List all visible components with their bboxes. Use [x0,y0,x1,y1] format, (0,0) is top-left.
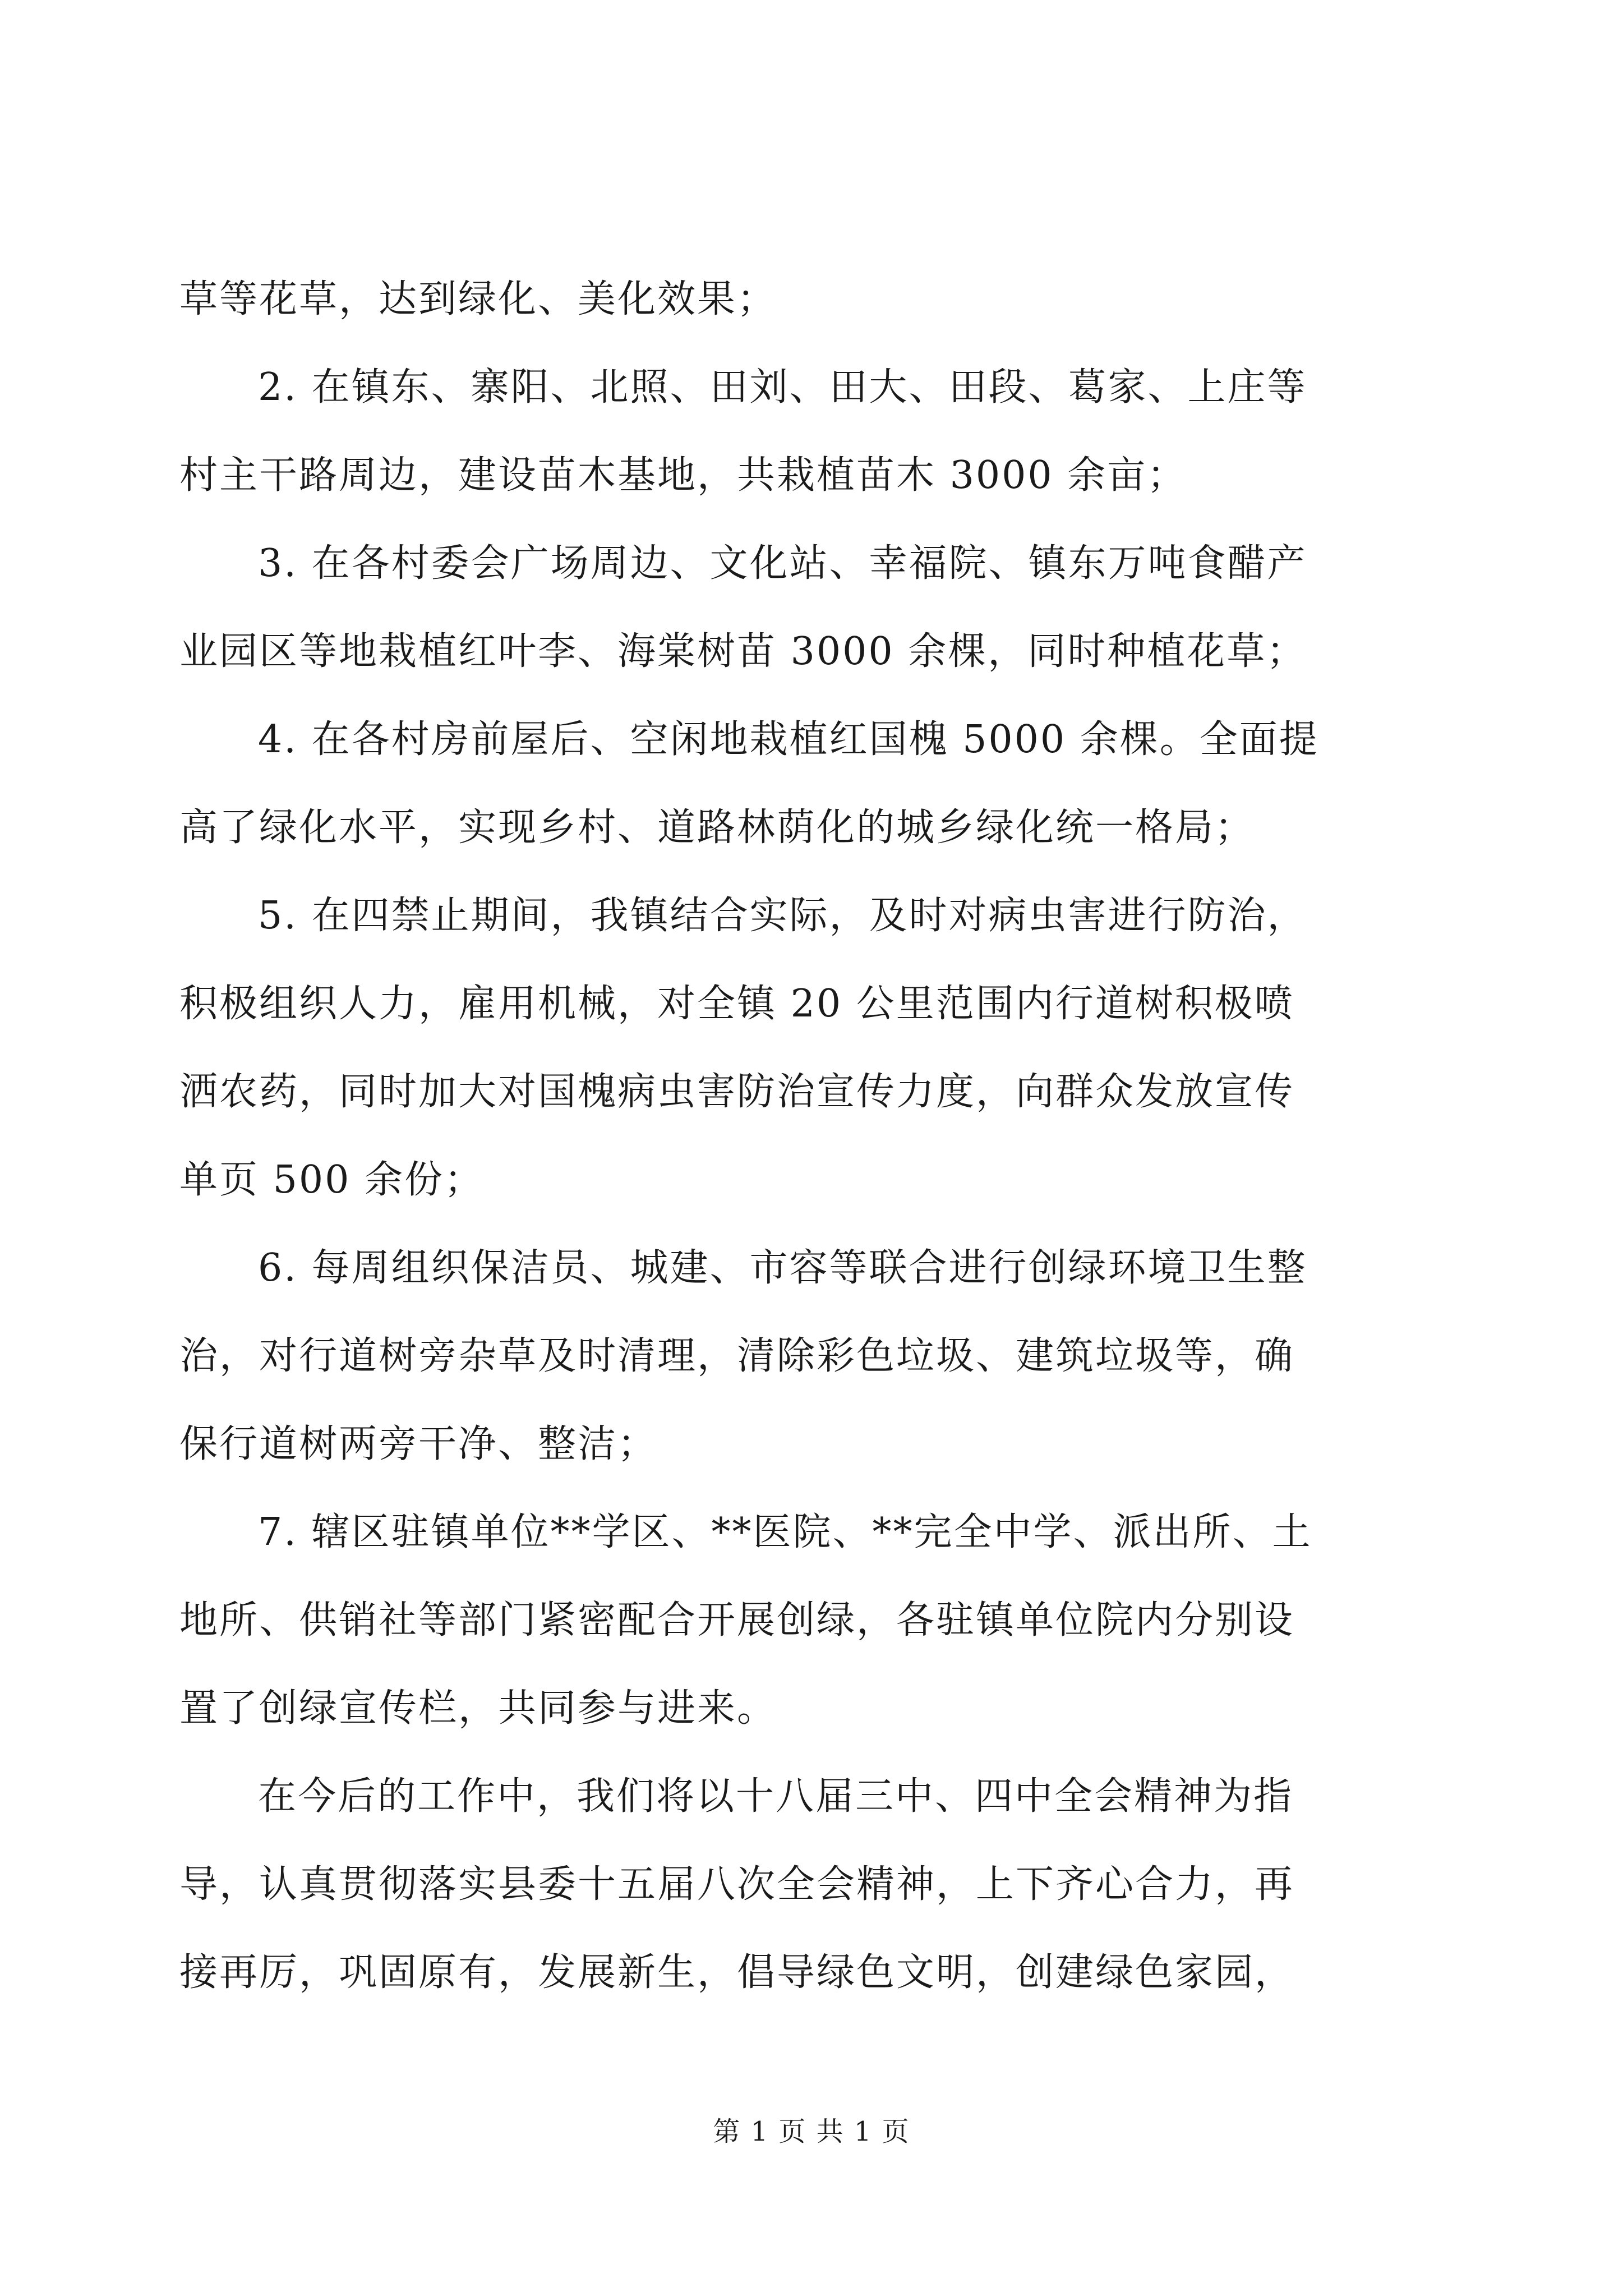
text-line-16: 地所、供销社等部门紧密配合开展创绿，各驻镇单位院内分别设 [179,1598,1295,1642]
text-line-12: 6. 每周组织保洁员、城建、市容等联合进行创绿环境卫生整 [258,1246,1307,1290]
text-line-20: 接再厉，巩固原有，发展新生，倡导绿色文明，创建绿色家园， [179,1950,1295,1995]
text-line-9: 积极组织人力，雇用机械，对全镇 20 公里范围内行道树积极喷 [179,982,1294,1026]
text-line-3: 村主干路周边，建设苗木基地，共栽植苗木 3000 余亩； [179,453,1187,498]
text-line-8: 5. 在四禁止期间，我镇结合实际，及时对病虫害进行防治， [258,894,1307,938]
text-line-13: 治，对行道树旁杂草及时清理，清除彩色垃圾、建筑垃圾等，确 [179,1334,1295,1378]
text-line-7: 高了绿化水平，实现乡村、道路林荫化的城乡绿化统一格局； [179,806,1255,850]
text-line-1: 草等花草，达到绿化、美化效果； [179,277,777,321]
text-line-19: 导，认真贯彻落实县委十五届八次全会精神，上下齐心合力，再 [179,1862,1295,1907]
text-line-10: 洒农药，同时加大对国槐病虫害防治宣传力度，向群众发放宣传 [179,1070,1295,1114]
text-line-5: 业园区等地栽植红叶李、海棠树苗 3000 余棵，同时种植花草； [179,629,1307,674]
text-line-15: 7. 辖区驻镇单位**学区、**医院、**完全中学、派出所、土 [258,1510,1312,1554]
text-line-17: 置了创绿宣传栏，共同参与进来。 [179,1686,777,1731]
text-line-18: 在今后的工作中，我们将以十八届三中、四中全会精神为指 [258,1774,1294,1819]
text-line-4: 3. 在各村委会广场周边、文化站、幸福院、镇东万吨食醋产 [258,541,1307,586]
page-footer: 第 1 页 共 1 页 [713,2116,910,2147]
text-line-6: 4. 在各村房前屋后、空闲地栽植红国槐 5000 余棵。全面提 [258,717,1319,762]
text-line-2: 2. 在镇东、寨阳、北照、田刘、田大、田段、葛家、上庄等 [258,365,1307,409]
document-body [179,255,1441,2017]
text-line-11: 单页 500 余份； [179,1158,485,1202]
text-line-14: 保行道树两旁干净、整洁； [179,1422,658,1466]
